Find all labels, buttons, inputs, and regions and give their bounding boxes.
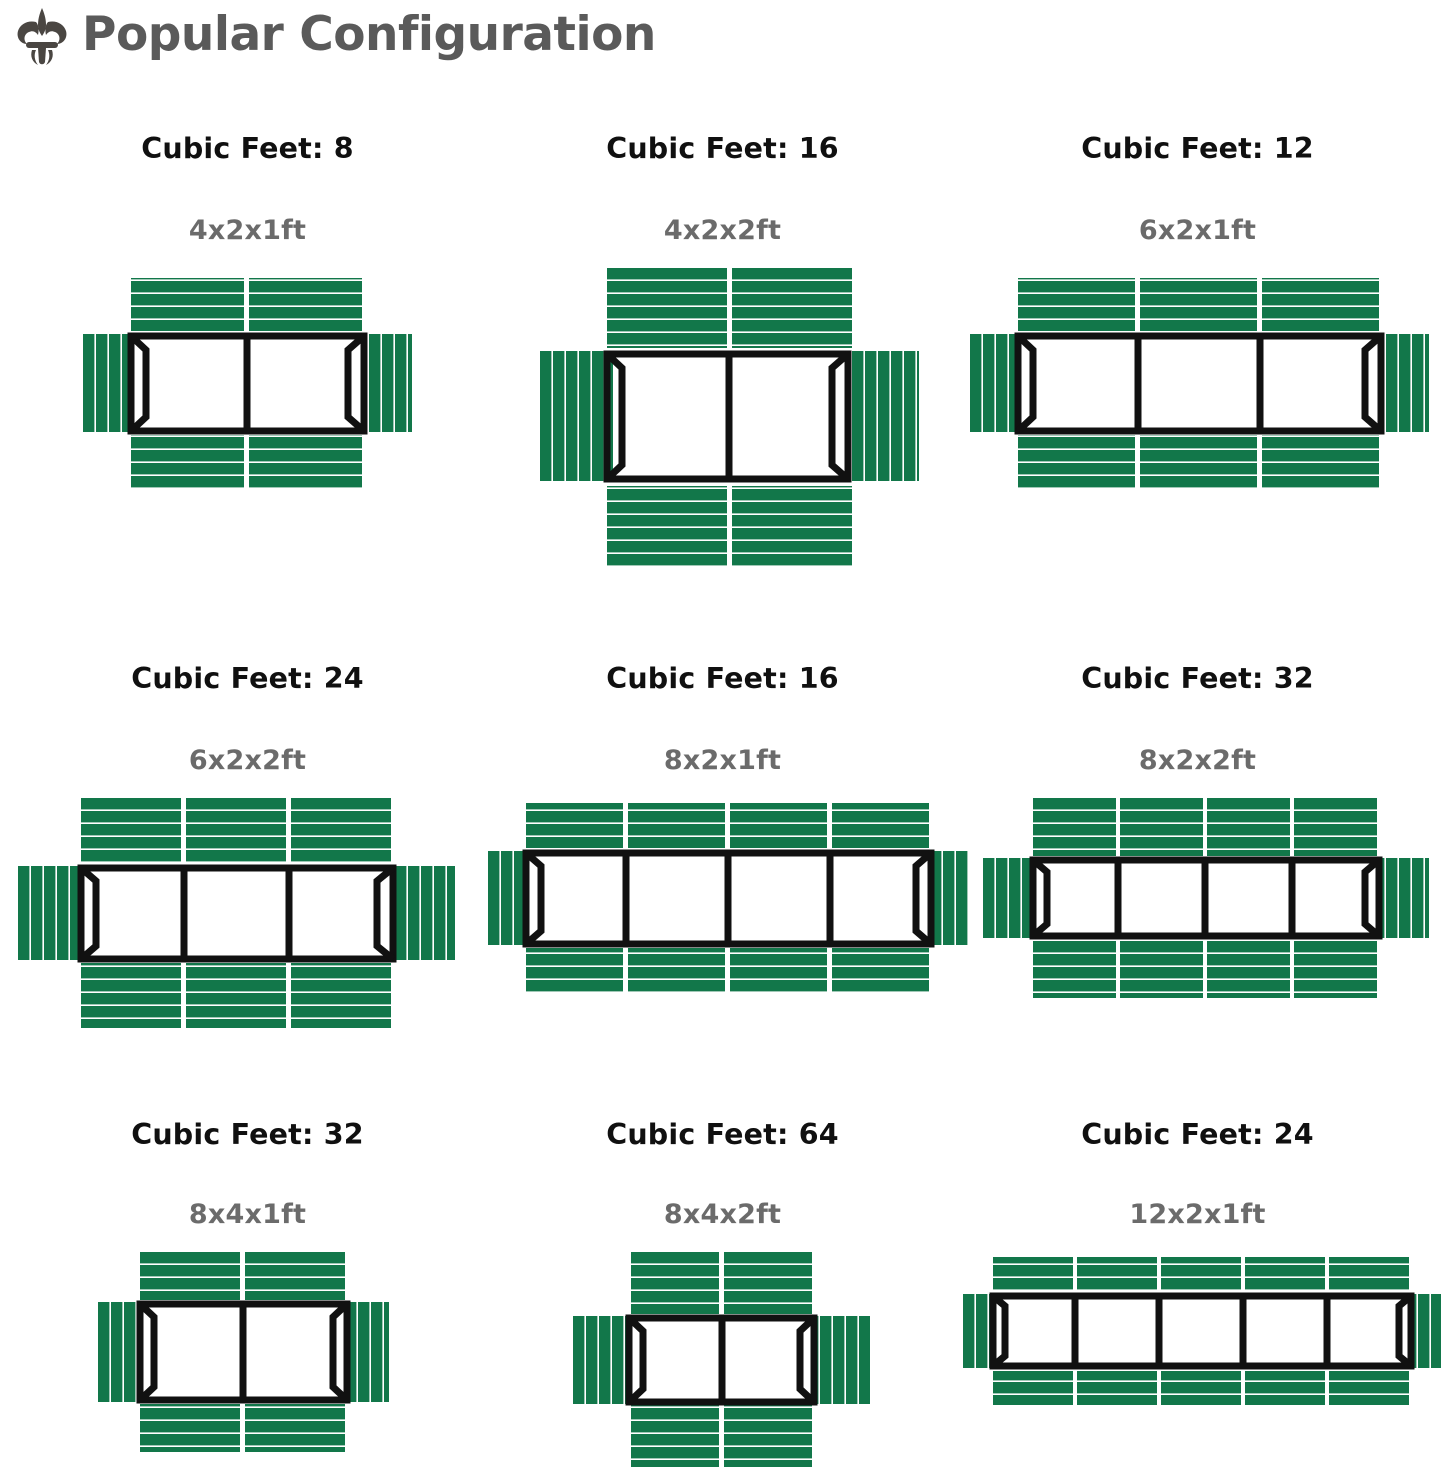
fleur-de-lis-icon xyxy=(14,6,70,68)
dimensions-label: 8x4x1ft xyxy=(188,1199,307,1230)
config-card-8x2x1 xyxy=(485,568,960,1028)
configuration-diagram-12x2x1 xyxy=(963,1252,1433,1412)
cubic-feet-label: Cubic Feet: 64 xyxy=(606,1118,839,1151)
cubic-feet-label: Cubic Feet: 16 xyxy=(606,132,839,165)
configuration-diagram-4x2x1 xyxy=(83,268,413,498)
configuration-grid xyxy=(0,72,1445,1467)
config-card-4x2x1 xyxy=(10,72,485,568)
dimensions-label: 4x2x1ft xyxy=(188,215,307,246)
configuration-diagram-6x2x1 xyxy=(970,268,1425,498)
config-card-8x2x2 xyxy=(960,568,1435,1028)
cubic-feet-label: Cubic Feet: 16 xyxy=(606,662,839,695)
cubic-feet-label: Cubic Feet: 32 xyxy=(1081,662,1314,695)
cubic-feet-label: Cubic Feet: 24 xyxy=(1081,1118,1314,1151)
dimensions-label: 6x2x1ft xyxy=(1138,215,1257,246)
configuration-diagram-6x2x2 xyxy=(18,798,478,1028)
config-card-12x2x1 xyxy=(960,1028,1435,1467)
configuration-diagram-4x2x2 xyxy=(540,268,905,568)
config-card-4x2x2 xyxy=(485,72,960,568)
dimensions-label: 8x2x2ft xyxy=(1138,745,1257,776)
dimensions-label: 4x2x2ft xyxy=(663,215,782,246)
cubic-feet-label: Cubic Feet: 32 xyxy=(131,1118,364,1151)
dimensions-label: 8x2x1ft xyxy=(663,745,782,776)
config-card-8x4x1 xyxy=(10,1028,485,1467)
cubic-feet-label: Cubic Feet: 12 xyxy=(1081,132,1314,165)
configuration-diagram-8x2x1 xyxy=(488,798,958,998)
config-card-6x2x1 xyxy=(960,72,1435,568)
config-row xyxy=(10,1028,1435,1467)
configuration-diagram-8x4x2 xyxy=(573,1252,873,1467)
dimensions-label: 12x2x1ft xyxy=(1129,1199,1266,1230)
cubic-feet-label: Cubic Feet: 24 xyxy=(131,662,364,695)
configuration-diagram-8x2x2 xyxy=(983,798,1413,998)
config-row xyxy=(10,568,1435,1028)
dimensions-label: 8x4x2ft xyxy=(663,1199,782,1230)
page-title: Popular Configuration xyxy=(82,7,656,62)
config-card-6x2x2 xyxy=(10,568,485,1028)
cubic-feet-label: Cubic Feet: 8 xyxy=(141,132,354,165)
dimensions-label: 6x2x2ft xyxy=(188,745,307,776)
config-row xyxy=(10,72,1435,568)
configuration-diagram-8x4x1 xyxy=(98,1252,398,1452)
page-header xyxy=(0,0,1445,72)
config-card-8x4x2 xyxy=(485,1028,960,1467)
